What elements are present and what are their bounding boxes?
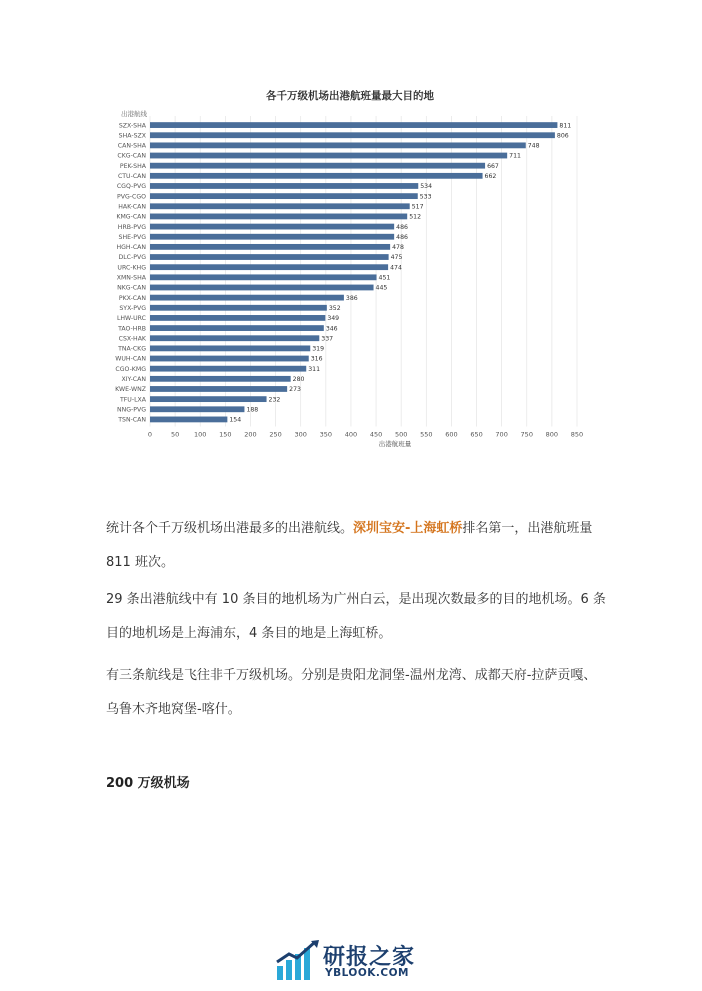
value-label: 667	[487, 162, 499, 170]
site-logo	[275, 940, 445, 982]
value-label: 662	[484, 173, 497, 181]
bar	[150, 254, 389, 260]
paragraph-1-start: 统计各个千万级机场出港最多的出港航线。	[106, 521, 354, 536]
x-tick-label: 100	[194, 430, 207, 439]
category-label: CGQ-PVG	[116, 183, 146, 191]
bar	[150, 193, 418, 199]
value-label: 811	[559, 122, 572, 130]
x-tick-label: 50	[170, 430, 180, 439]
x-tick-label: 700	[495, 430, 508, 439]
x-tick-label: 350	[319, 430, 333, 439]
bar-chart-logo-icon	[275, 940, 321, 982]
value-label: 337	[321, 335, 334, 343]
bar-chart	[105, 80, 595, 465]
category-label: CGO-KMG	[115, 365, 146, 373]
bar	[150, 366, 306, 372]
value-label: 806	[556, 132, 569, 140]
category-label: TSN-CAN	[118, 416, 146, 424]
category-label: URC-KHG	[117, 264, 146, 272]
bar	[150, 173, 483, 179]
category-label: HGH-CAN	[116, 244, 146, 252]
value-label: 386	[345, 294, 358, 302]
bar	[150, 203, 410, 209]
bar	[150, 417, 227, 423]
value-label: 352	[328, 304, 341, 312]
value-label: 316	[310, 355, 323, 363]
logo-text-en: YBLOOK.COM	[325, 967, 409, 979]
category-label: SHA-SZX	[118, 132, 146, 140]
bar	[150, 295, 344, 301]
value-label: 711	[509, 152, 521, 160]
x-tick-label: 0	[147, 430, 153, 439]
value-label: 748	[527, 142, 540, 150]
value-label: 154	[229, 416, 242, 424]
value-label: 349	[327, 315, 340, 323]
value-label: 486	[396, 223, 408, 231]
bar	[150, 305, 327, 311]
bar	[150, 234, 394, 240]
chart-plot	[105, 80, 595, 440]
bar	[150, 224, 394, 230]
bar	[150, 396, 267, 402]
bar	[150, 345, 310, 351]
x-tick-label: 300	[294, 430, 307, 439]
value-label: 534	[420, 183, 433, 191]
bar	[150, 244, 390, 250]
value-label: 280	[292, 376, 305, 384]
value-label: 311	[308, 365, 321, 373]
bar	[150, 386, 287, 392]
value-label: 319	[312, 345, 325, 353]
x-tick-label: 450	[369, 430, 383, 439]
value-label: 346	[325, 325, 338, 333]
x-tick-label: 650	[470, 430, 483, 439]
bar	[150, 285, 374, 291]
bar	[150, 122, 557, 128]
bar	[150, 356, 309, 362]
category-label: SYX-PVG	[119, 304, 146, 312]
bar	[150, 325, 324, 331]
category-label: TAO-HRB	[118, 325, 146, 333]
bar	[150, 132, 555, 138]
category-label: LHW-URC	[116, 315, 146, 323]
logo-text-cn: 研报之家	[323, 945, 416, 970]
category-label: TFU-LXA	[119, 396, 146, 404]
category-label: PEK-SHA	[119, 162, 146, 170]
category-label: CTU-CAN	[117, 173, 146, 181]
value-label: 474	[390, 264, 402, 272]
category-label: DLC-PVG	[118, 254, 146, 262]
x-tick-label: 600	[445, 430, 458, 439]
category-label: XMN-SHA	[116, 274, 146, 282]
bar	[150, 214, 407, 220]
category-label: NKG-CAN	[117, 284, 146, 292]
section-title: 200 万级机场	[106, 776, 190, 791]
category-label: PKX-CAN	[118, 294, 146, 302]
bar	[150, 142, 526, 148]
paragraph-3: 有三条航线是飞往非千万级机场。分别是贵阳龙洞堡-温州龙湾、成都天府-拉萨贡嘎、乌鲁木齐地窝堡-喀什。	[106, 668, 597, 717]
category-label: SHE-PVG	[118, 233, 146, 241]
value-label: 478	[392, 244, 404, 252]
x-tick-label: 550	[420, 430, 433, 439]
value-label: 486	[396, 233, 408, 241]
x-tick-label: 750	[520, 430, 533, 439]
x-tick-label: 150	[219, 430, 232, 439]
bar	[150, 376, 291, 382]
value-label: 475	[390, 254, 403, 262]
paragraph-1-end: 排名第一，出港航班量 811 班次。	[106, 521, 593, 570]
chart-title: 各千万级机场出港航班量最大目的地	[266, 90, 434, 102]
value-label: 512	[409, 213, 422, 221]
y-axis-label: 出港航线	[121, 110, 147, 118]
bar	[150, 406, 244, 412]
value-label: 451	[378, 274, 391, 282]
category-label: XIY-CAN	[121, 376, 146, 384]
value-label: 445	[375, 284, 388, 292]
category-label: NNG-PVG	[116, 406, 146, 414]
bar	[150, 153, 507, 159]
category-label: TNA-CKG	[118, 345, 146, 353]
highlight-route: 深圳宝安-上海虹桥	[353, 521, 463, 536]
value-label: 533	[419, 193, 432, 201]
value-label: 232	[268, 396, 281, 404]
value-label: 517	[411, 203, 424, 211]
bar	[150, 315, 325, 321]
category-label: HAK-CAN	[118, 203, 146, 211]
x-tick-label: 500	[394, 430, 408, 439]
x-tick-label: 800	[545, 430, 559, 439]
x-tick-label: 850	[570, 430, 584, 439]
category-label: PVG-CGO	[117, 193, 146, 201]
category-label: CSX-HAK	[118, 335, 146, 343]
category-label: CKG-CAN	[117, 152, 146, 160]
x-tick-label: 250	[269, 430, 282, 439]
bar	[150, 163, 485, 169]
category-label: SZX-SHA	[118, 122, 146, 130]
bar	[150, 274, 377, 280]
x-tick-label: 200	[244, 430, 257, 439]
category-label: WUH-CAN	[115, 355, 146, 363]
category-label: KMG-CAN	[116, 213, 146, 221]
bar	[150, 335, 319, 341]
category-label: HRB-PVG	[117, 223, 146, 231]
x-axis-label: 出港航班量	[378, 440, 412, 448]
value-label: 188	[246, 406, 259, 414]
bar	[150, 183, 418, 189]
value-label: 273	[289, 386, 301, 394]
bar	[150, 264, 388, 270]
category-label: KWE-WNZ	[115, 386, 146, 394]
category-label: CAN-SHA	[117, 142, 146, 150]
paragraph-1	[106, 512, 606, 580]
paragraph-2: 29 条出港航线中有 10 条目的地机场为广州白云，是出现次数最多的目的地机场。6 条目的地机场是上海浦东，4 条目的地是上海虹桥。	[106, 592, 606, 641]
x-tick-label: 400	[344, 430, 358, 439]
